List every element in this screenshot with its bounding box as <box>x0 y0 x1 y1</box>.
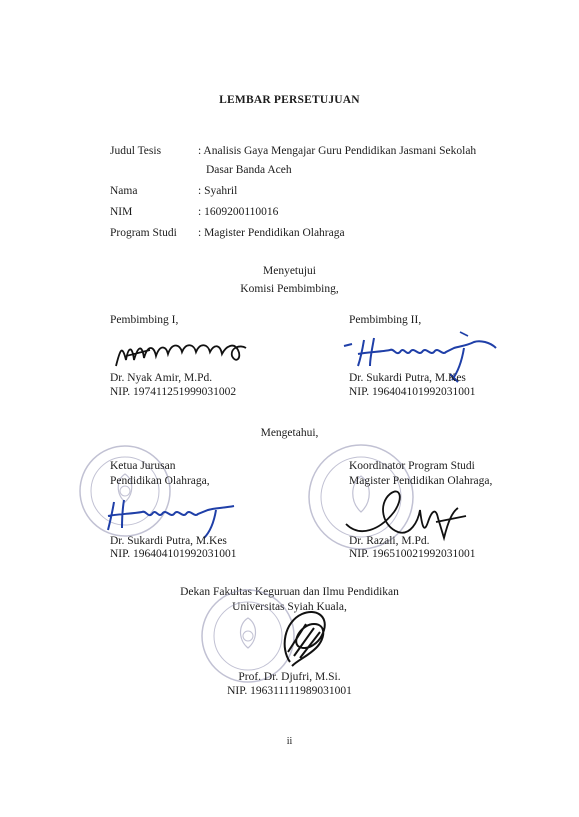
head-dept-name: Dr. Sukardi Putra, M.Kes <box>110 535 227 547</box>
head-dept-role: Ketua Jurusan <box>110 460 176 472</box>
name-label: Nama <box>110 185 138 197</box>
advisor1-nip: NIP. 197411251999031002 <box>110 386 237 398</box>
advisor1-role: Pembimbing I, <box>110 314 179 326</box>
dean-role: Dekan Fakultas Keguruan dan Ilmu Pendidikan <box>180 586 399 598</box>
advisor1-name: Dr. Nyak Amir, M.Pd. <box>110 372 213 384</box>
name-value: : Syahril <box>198 185 238 197</box>
nim-label: NIM <box>110 206 133 218</box>
dean-university: Universitas Syiah Kuala, <box>232 601 347 613</box>
advisor1-signature <box>110 330 260 372</box>
acknowledged-heading: Mengetahui, <box>260 427 319 439</box>
nim-value: : 1609200110016 <box>198 206 279 218</box>
committee-heading: Komisi Pembimbing, <box>240 283 339 295</box>
dean-nip: NIP. 196311111989031001 <box>227 685 352 697</box>
dean-signature <box>272 604 352 674</box>
thesis-title-value-line1: : Analisis Gaya Mengajar Guru Pendidikan Jasmani Sekolah <box>198 145 477 157</box>
thesis-title-label: Judul Tesis <box>110 145 162 157</box>
coordinator-nip: NIP. 196510021992031001 <box>349 548 476 560</box>
page-title: LEMBAR PERSETUJUAN <box>219 94 360 106</box>
thesis-title-value-line2: Dasar Banda Aceh <box>206 164 292 176</box>
study-program-label: Program Studi <box>110 227 177 239</box>
coordinator-name: Dr. Razali, M.Pd. <box>349 535 430 547</box>
head-dept-program: Pendidikan Olahraga, <box>110 475 210 487</box>
study-program-value: : Magister Pendidikan Olahraga <box>198 227 345 239</box>
advisor2-name: Dr. Sukardi Putra, M.Kes <box>349 372 466 384</box>
head-dept-signature <box>100 492 250 540</box>
advisor2-role: Pembimbing II, <box>349 314 422 326</box>
coordinator-role: Koordinator Program Studi <box>349 460 475 472</box>
head-dept-nip: NIP. 196404101992031001 <box>110 548 237 560</box>
dean-name: Prof. Dr. Djufri, M.Si. <box>238 671 341 683</box>
approval-heading: Menyetujui <box>262 265 317 277</box>
advisor2-nip: NIP. 196404101992031001 <box>349 386 476 398</box>
coordinator-program: Magister Pendidikan Olahraga, <box>349 475 493 487</box>
page-number: ii <box>286 736 293 747</box>
